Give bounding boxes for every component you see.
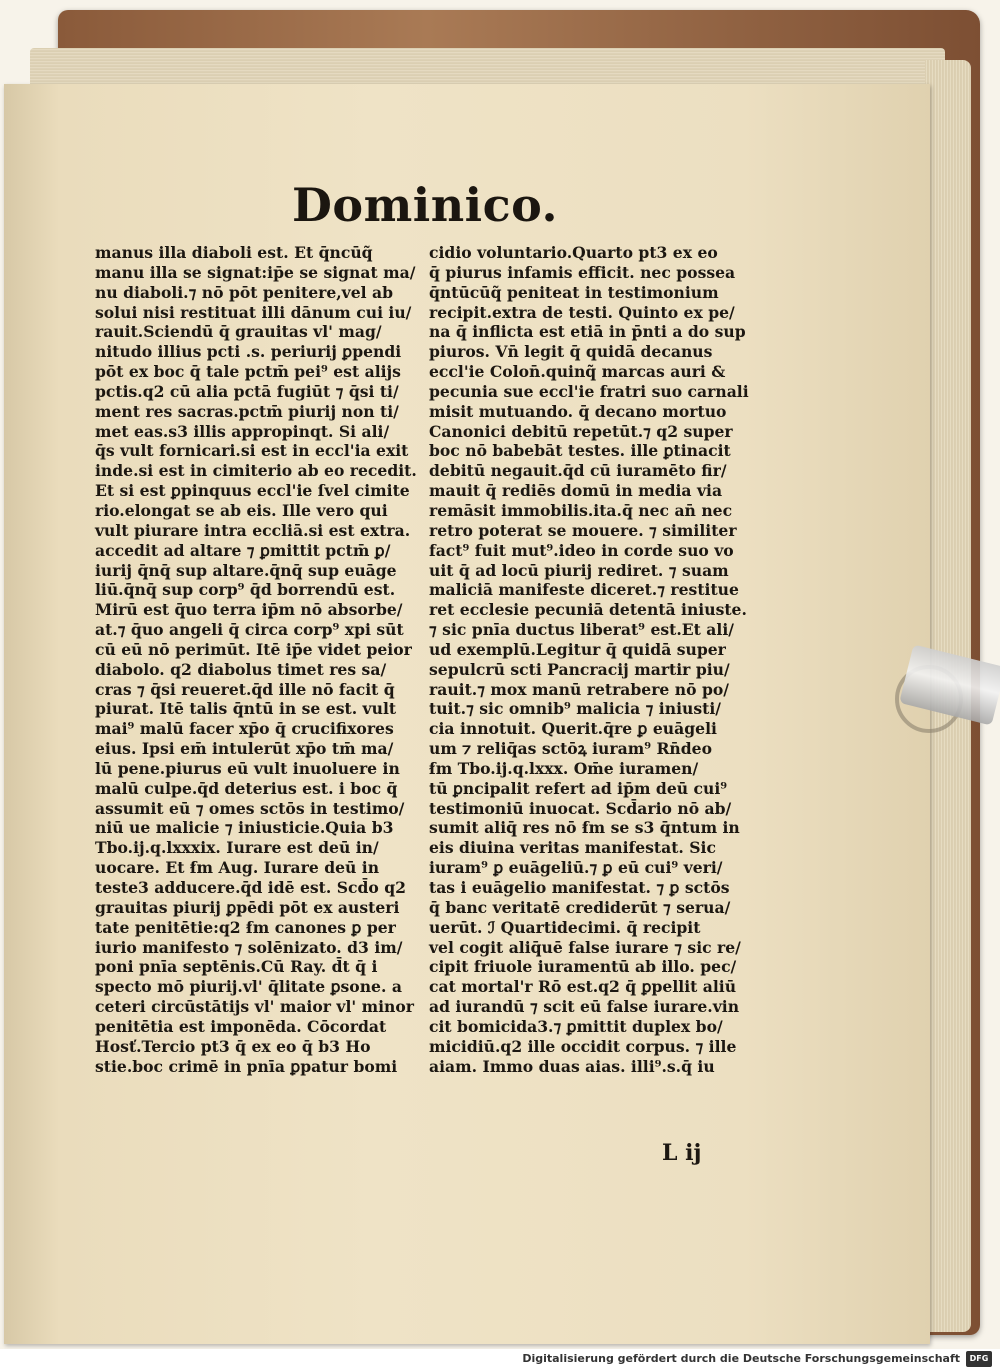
text-line: stie.boc crimē in pnīa ꝑpatur bomi <box>95 1056 398 1076</box>
text-line: vel cogit aliq̄uē false iurare ⁊ sic re/ <box>429 937 741 957</box>
dfg-logo: DFG <box>966 1351 992 1367</box>
text-line: rio.elongat se ab eis. Ille vero qui <box>95 500 388 520</box>
text-line: pōt ex boc q̄ tale pctm̄ pei⁹ est alijs <box>95 362 401 382</box>
text-line: ment res sacras.pctm̄ piurij non ti/ <box>95 401 399 421</box>
text-line: remāsit immobilis.ita.q̄ nec an̄ nec <box>429 500 733 520</box>
text-line: Mirū est q̄uo terra ip̄m nō absorbe/ <box>95 600 403 620</box>
footer-bar <box>0 1349 1000 1371</box>
text-line: nitudo illius pcti .s. periurij ꝑpendi <box>95 342 402 362</box>
text-line: vult piurare intra eccliā.si est extra. <box>95 520 411 540</box>
text-line: tuit.⁊ sic omnib⁹ malicia ⁊ iniusti/ <box>429 699 721 719</box>
text-line: fact⁹ fuit mut⁹.ideo in corde suo vo <box>429 540 734 560</box>
text-line: q̄ntūcūq̃ peniteat in testimonium <box>429 282 719 302</box>
text-line: sumit aliq̄ res nō ẜm se s3 q̄ntum in <box>429 818 740 838</box>
text-line: eis diuina veritas manifestat. Sic <box>429 838 716 858</box>
text-line: inde.si est in cimiterio ab eo recedit. <box>95 461 417 481</box>
text-line: pecunia sue eccl'ie fratri suo carnali <box>429 381 749 401</box>
text-line: q̄ piurus infamis efficit. nec possea <box>429 262 736 282</box>
text-line: cia innotuit. Querit.q̄re ꝑ euāgeli <box>429 719 717 739</box>
text-line: lū pene.piurus eū vult inuoluere in <box>95 758 400 778</box>
text-line: grauitas piurij ꝑpēdi pōt ex austeri <box>95 897 400 917</box>
text-line: ad iurandū ⁊ scit eū false iurare.vin <box>429 997 740 1017</box>
signature-mark: L ij <box>662 1140 702 1166</box>
right-text-column <box>429 243 759 1076</box>
text-line: retro poterat se mouere. ⁊ similiter <box>429 520 737 540</box>
text-line: eccl'ie Colon̄.quinq̃ marcas auri & <box>429 362 726 382</box>
text-line: pctis.q2 cū alia pctā fugiūt ⁊ q̄si ti/ <box>95 381 399 401</box>
text-line: cat mortal'r Rō est.q2 q̄ ꝑpellit aliū <box>429 977 737 997</box>
text-line: met eas.s3 illis appropinqt. Si ali/ <box>95 421 390 441</box>
text-line: cū eū nō perimūt. Itē ip̄e videt peior <box>95 639 412 659</box>
text-line: uerūt. ℐ Quartidecimi. q̄ recipit <box>429 917 701 937</box>
text-line: Hosť.Tercio pt3 q̄ ex eo q̄ b3 Ho <box>95 1036 371 1056</box>
text-line: tate penitētie:q2 ẜm canones ꝑ per <box>95 917 396 937</box>
text-line: q̄s vult fornicari.si est in eccl'ia exit <box>95 441 409 461</box>
text-line: misit mutuando. q̄ decano mortuo <box>429 401 727 421</box>
text-line: ceteri circūstātijs vl' maior vl' minor <box>95 997 414 1017</box>
text-line: ⁊ sic pnīa ductus liberat⁹ est.Et ali/ <box>429 620 734 640</box>
text-line: boc nō babebāt testes. ille ꝑtinacit <box>429 441 731 461</box>
text-line: tū ꝑncipalit refert ad ip̄m deū cui⁹ <box>429 778 728 798</box>
text-line: malū culpe.q̄d deterius est. i boc q̄ <box>95 778 398 798</box>
text-line: maliciā manifeste diceret.⁊ restitue <box>429 580 739 600</box>
text-line: iurio manifesto ⁊ solēnizato. d3 im/ <box>95 937 403 957</box>
text-line: penitētia est imponēda. Cōcordat <box>95 1016 387 1036</box>
text-line: debitū negauit.q̄d cū iuramēto fir/ <box>429 461 727 481</box>
text-line: testimoniū inuocat. Scd̄ario nō ab/ <box>429 798 732 818</box>
text-line: ud exemplū.Legitur q̄ quidā super <box>429 639 726 659</box>
text-line: at.⁊ q̄uo angeli q̄ circa corp⁹ xpi sūt <box>95 620 404 640</box>
text-line: manus illa diaboli est. Et q̄ncūq̃ <box>95 243 373 262</box>
text-line: liū.q̄nq̄ sup corp⁹ q̄d borrendū est. <box>95 580 396 600</box>
text-line: aiam. Immo duas aias. illi⁹.s.q̄ iu <box>429 1056 715 1076</box>
text-line: assumit eū ⁊ omes sctōs in testimo/ <box>95 798 405 818</box>
text-line: rauit.⁊ mox manū retrabere nō po/ <box>429 679 729 699</box>
text-line: iuram⁹ ꝑ euāgeliū.⁊ ꝑ eū cui⁹ veri/ <box>429 858 723 878</box>
left-text-column <box>95 243 430 1076</box>
text-line: Tbo.ij.q.lxxxix. Iurare est deū in/ <box>95 838 379 858</box>
text-line: Canonici debitū repetūt.⁊ q2 super <box>429 421 733 441</box>
text-line: na q̄ inflicta est etiā in p̄nti a do sup <box>429 322 746 342</box>
text-line: poni pnīa septēnis.Cū Ray. d̄t q̄ i <box>95 957 378 977</box>
text-line: micidiū.q2 ille occidit corpus. ⁊ ille <box>429 1036 737 1056</box>
text-line: specto mō piurij.vl' q̄litate ꝑsone. a <box>95 977 402 997</box>
text-line: Et si est ꝑpinquus eccl'ie ſvel cimite <box>95 481 410 501</box>
text-line: q̄ banc veritatē crediderūt ⁊ serua/ <box>429 897 731 917</box>
text-line: piuros. Vn̄ legit q̄ quidā decanus <box>429 342 713 362</box>
text-line: eius. Ipsi em̄ intulerūt xp̄o tm̄ ma/ <box>95 739 394 759</box>
text-line: accedit ad altare ⁊ ꝑmittit pctm̄ ꝑ/ <box>95 540 391 560</box>
text-line: cipit friuole iuramentū ab illo. pec/ <box>429 957 737 977</box>
text-line: manu illa se signat:ip̄e se signat ma/ <box>95 262 416 282</box>
text-line: mai⁹ malū facer xp̄o q̄ crucifixores <box>95 719 394 739</box>
text-line: iurij q̄nq̄ sup altare.q̄nq̄ sup euāge <box>95 560 397 580</box>
text-line: diabolo. q2 diabolus timet res sa/ <box>95 659 387 679</box>
text-line: piurat. Itē talis q̄ntū in se est. vult <box>95 699 397 719</box>
text-line: cidio voluntario.Quarto pt3 ex eo <box>429 243 718 262</box>
text-line: tas i euāgelio manifestat. ⁊ ꝑ sctōs <box>429 878 730 897</box>
text-line: solui nisi restituat illi dānum cui iu/ <box>95 302 412 322</box>
text-line: sepulcrū scti Pancracij martir piu/ <box>429 659 730 679</box>
text-line: uit q̄ ad locū piurij rediret. ⁊ suam <box>429 560 729 580</box>
text-line: um ⁊ reliq̄as sctōꝝ iuram⁹ Rn̄deo <box>429 739 712 759</box>
text-line: ẜm Tbo.ij.q.lxxx. Om̄e iuramen/ <box>429 758 699 778</box>
text-line: mauit q̄ rediēs domū in media via <box>429 481 723 501</box>
text-line: uocare. Et ẜm Aug. Iurare deū in <box>95 858 380 878</box>
text-line: rauit.Sciendū q̄ grauitas vl' mag/ <box>95 322 382 342</box>
text-line: cit bomicida3.⁊ ꝑmittit duplex bo/ <box>429 1016 723 1036</box>
text-line: recipit.extra de testi. Quinto ex pe/ <box>429 302 735 322</box>
text-line: teste3 adducere.q̄d idē est. Scd̄o q2 <box>95 878 406 897</box>
text-line: niū ue malicie ⁊ iniusticie.Quia b3 <box>95 818 394 838</box>
text-line: nu diaboli.⁊ nō pōt penitere,vel ab <box>95 282 394 302</box>
footer-credit: Digitalisierung gefördert durch die Deutsche Forschungsgemeinschaft <box>522 1352 960 1365</box>
text-line: cras ⁊ q̄si reueret.q̄d ille nō facit q̄ <box>95 679 395 699</box>
text-line: ret ecclesie pecuniā detentā iniuste. <box>429 600 747 620</box>
running-heading: Dominico. <box>292 178 559 232</box>
